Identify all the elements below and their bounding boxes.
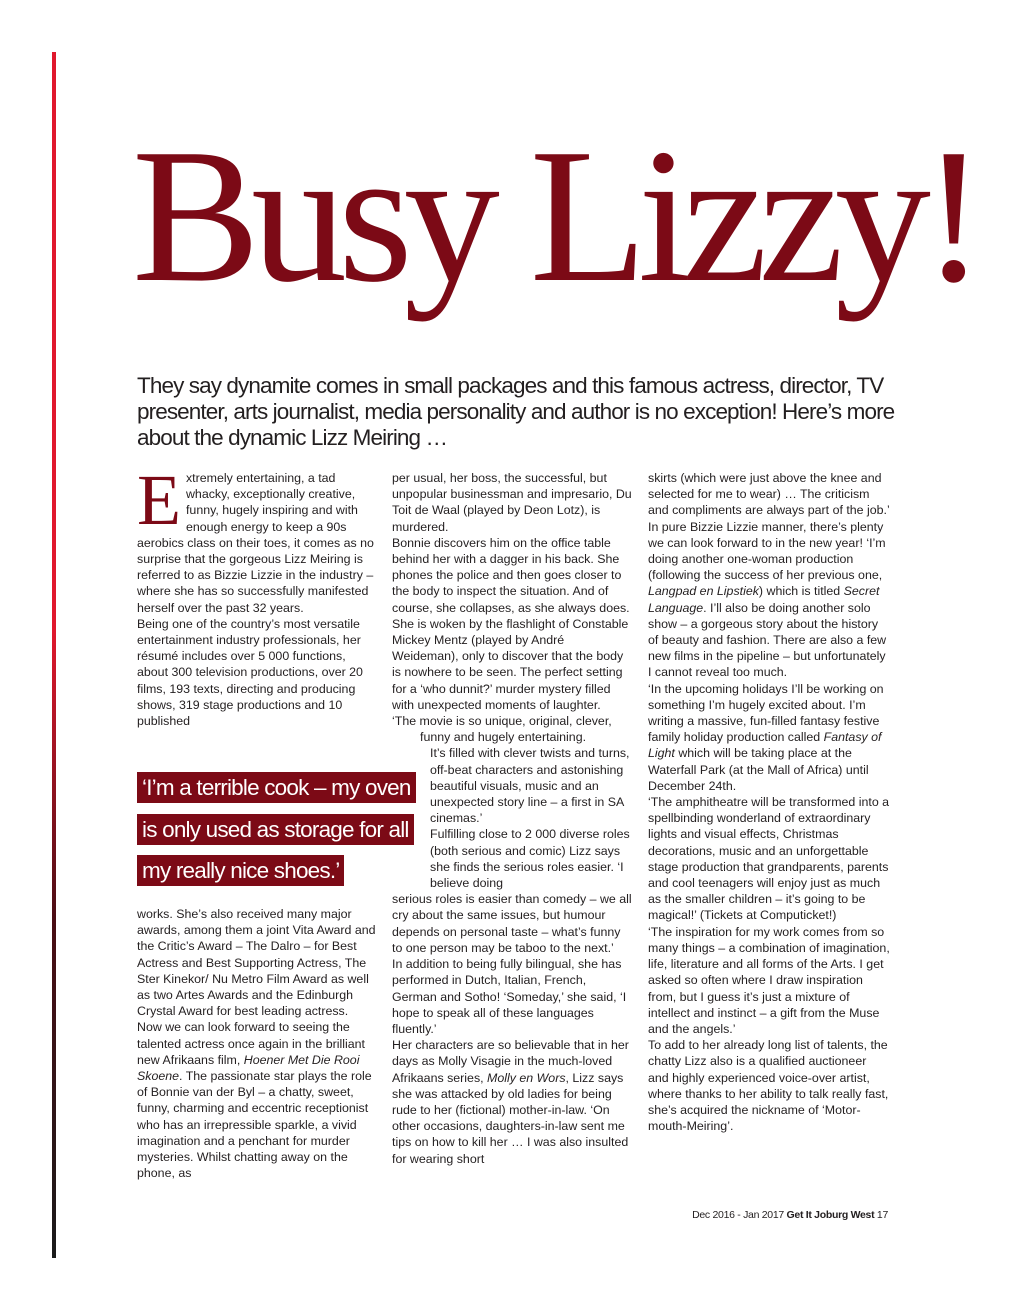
page-footer [692,1209,888,1221]
paragraph: It’s filled with clever twists and turns, off-beat characters and astonishing beautiful visuals, music and an unexpected story line – a first in SA cinemas.’ [430,746,630,826]
standfirst: They say dynamite comes in small packages and this famous actress, director, TV presenter, arts journalist, media personality and author is no exception! Here’s more about the dynamic Lizz Meiring … [137,373,895,450]
paragraph: per usual, her boss, the successful, but unpopular businessman and impresario, Du Toit de Waal (played by Deon Lotz), is murdered. [392,471,632,534]
column-2 [392,470,632,1167]
paragraph: ‘The inspiration for my work comes from so many things – a combination of imagination, life, literature and all forms of the Arts. I get asked so often where I draw inspiration from, but I guess it’s just a mixture of intellect and instinct – a gift from the Muse and the angels.’ [648,924,890,1036]
paragraph: To add to her already long list of talents, the chatty Lizz also is a qualified auctioneer and highly experienced voice-over artist, where thanks to her ability to talk really fast, she’s acquired the nickname of ‘Motor-mouth-Meiring’. [648,1038,889,1134]
show-title: Secret Language [648,584,880,615]
paragraph: works. She’s also received many major awards, among them a joint Vita Award and the Critic’s Award – The Dalro – for Best Actress and Best Supporting Actress, The Ster Kinekor/ Nu Metro Film Award as well as two Artes Awards and the Edinburgh Crystal Award for best leading actress. [137,907,376,1019]
drop-cap: E [137,460,181,540]
page-number: 17 [876,1209,888,1221]
series-title: Molly en Wors [487,1070,566,1085]
paragraph: xtremely entertaining, a tad whacky, exceptionally creative, funny, hugely inspiring and with enough energy to keep a 90s aerobics class on their toes, it comes as no surprise that the gorgeous Lizz Meiring is referred to as Bizzie Lizzie in the industry – where she has so successfully manifested herself over the past 32 years. [137,471,374,615]
paragraph: serious roles is easier than comedy – we all cry about the same issues, but humour depends on personal taste – what’s funny to one person may be taboo to the next.’ [392,892,632,955]
column-1-continued [137,906,377,1181]
paragraph: Being one of the country’s most versatile entertainment industry professionals, her résumé includes over 5 000 functions, about 300 television productions, over 20 films, 193 texts, directing and producing shows, 319 stage productions and 10 published [137,616,363,729]
page-edge-bar [52,52,56,1258]
paragraph: ‘In the upcoming holidays I’ll be working on something I’m hugely excited about. I’m writing a massive, fun-filled fantasy festive family holiday production called Fantasy of Light which will be taking place at the Waterfall Park (at the Mall of Africa) until December 24th. [648,681,884,793]
show-title: Fantasy of Light [648,730,882,761]
pull-quote [137,767,422,892]
paragraph: Fulfilling close to 2 000 diverse roles (both serious and comic) Lizz says she finds the serious roles easier. ‘I believe doing [430,827,630,891]
film-title: Hoener Met Die Rooi Skoene [137,1052,360,1084]
paragraph: Bonnie discovers him on the office table behind her with a dagger in his back. She phones the police and then goes closer to the body to inspect the situation. And of course, she collapses, as she always does. She is woken by the flashlight of Constable Mickey Mentz (played by André Weideman), only to discover that the body is nowhere to be seen. The perfect setting for a ‘who dunnit?’ murder mystery filled with unexpected moments of laughter. [392,535,630,712]
paragraph: ‘The movie is so unique, original, clever, [392,714,612,729]
headline: Busy Lizzy! [132,109,977,322]
issue-date: Dec 2016 - Jan 2017 [692,1209,784,1221]
paragraph: ‘The amphitheatre will be transformed into a spellbinding wonderland of extraordinary lights and visual effects, Christmas decorations, music and an unforgettable stage production that grandparents, parents and cool teenagers will enjoy just as much as the smaller children – it’s going to be magical!’ (Tickets at Computicket!) [648,795,890,923]
paragraph: funny and hugely entertaining. [420,730,587,745]
paragraph: Her characters are so believable that in her days as Molly Visagie in the much-loved Afrikaans series, Molly en Wors, Lizz says she was attacked by old ladies for being rude to her (fictional) mother-in-law. ‘On other occasions, daughters-in-law sent me tips on how to kill her … I was also insulted for wearing short [392,1038,629,1166]
paragraph: In addition to being fully bilingual, she has performed in Dutch, Italian, French, German and Sotho! ‘Someday,’ she said, ‘I hope to speak all of these languages fluently.’ [392,957,627,1036]
show-title: Langpad en Lipstiek [648,584,759,599]
paragraph: Now we can look forward to seeing the talented actress once again in the brilliant new Afrikaans film, Hoener Met Die Rooi Skoene. The passionate star plays the role of Bonnie van der Byl – a chatty, sweet, funny, charming and eccentric receptionist who has an irrepressible sparkle, a vivid imagination and a penchant for murder mysteries. Whilst chatting away on the phone, as [137,1020,372,1181]
magazine-name: Get It Joburg West [786,1209,875,1221]
paragraph: In pure Bizzie Lizzie manner, there’s plenty we can look forward to in the new year! ‘I’m doing another one-woman production (following the success of her previous one, Langpad en Lipstiek) which is titled Secret Language. I’ll also be doing another solo show – a gorgeous story about the history of beauty and fashion. There are also a few new films in the pipeline – but unfortunately I cannot reveal too much. [648,519,887,680]
pull-quote-text: ‘I’m a terrible cook – my oven is only used as storage for all my really nice shoes.’ [137,772,416,886]
paragraph: skirts (which were just above the knee and selected for me to wear) … The criticism and compliments are always part of the job.’ [648,471,890,518]
column-1 [137,460,375,729]
column-3 [648,470,890,1134]
